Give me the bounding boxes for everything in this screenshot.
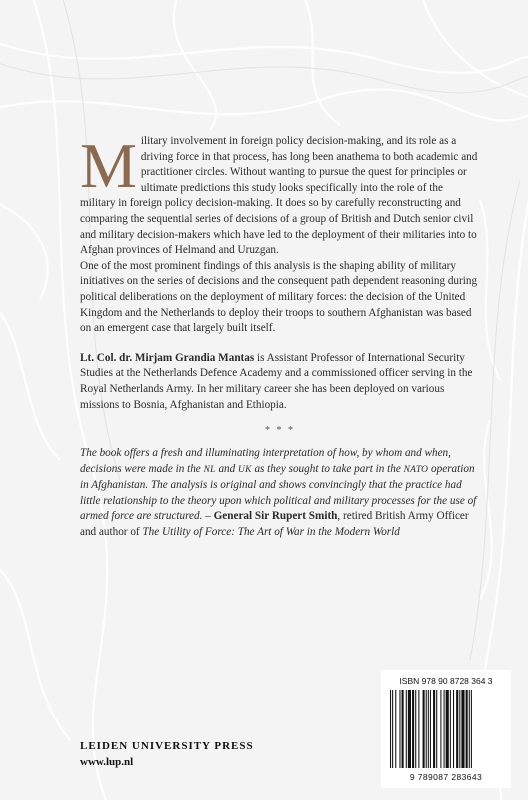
barcode-bar (430, 690, 431, 768)
drop-cap: M (80, 130, 137, 201)
author-bio (80, 351, 480, 413)
barcode-bar (426, 690, 427, 768)
barcode-bar (390, 690, 391, 768)
blurb-intro (80, 130, 480, 259)
author-name: Lt. Col. dr. Mirjam Grandia Mantas (80, 351, 255, 364)
barcode-bar (440, 690, 441, 768)
quote-part: The book offers a fresh and illuminating interpretation of how, by whom and when, decisions were made in the (80, 447, 451, 475)
blurb-intro-text: ilitary involvement in foreign policy decision-making, and its role as a driving force in that process, has long been anathema to both academic and practitioner circles. Without wanting to pursue the quest for principles or ultimate predictions this study looks specifically into the role of the military in foreign policy decision-making. It does so by carefully reconstructing and comparing the sequential series of decisions of a group of British and Dutch senior civil and military decision-makers which have led to the deployment of their militaries into to Afghan provinces of Helmand and Uruzgan. (80, 135, 478, 257)
barcode-bar (428, 690, 429, 768)
quote-abbr-nato: NATO (403, 464, 429, 475)
barcode-bar (459, 690, 460, 768)
section-separator: * * * (265, 425, 295, 437)
quote-part: and (215, 462, 239, 475)
publisher-name: LEIDEN UNIVERSITY PRESS (80, 740, 254, 752)
publisher-url[interactable]: www.lup.nl (80, 756, 134, 768)
barcode-bar (471, 690, 472, 768)
barcode-bar (433, 690, 435, 768)
barcode-bar (436, 690, 437, 768)
quote-book-title: The Utility of Force: The Art of War in the Modern World (142, 526, 400, 539)
quote-abbr-nl: NL (203, 464, 216, 475)
barcode-bar (418, 690, 419, 768)
blurb-findings: One of the most prominent findings of this analysis is the shaping ability of military initiatives on the series of decisions and the consequent path dependent reasoning during political deliberations on the deployment of military forces: the decision of the United Kingdom and the Netherlands to deploy their troops to southern Afghanistan was based on an emergent case that largely built itself. (80, 259, 478, 335)
barcode-bars (389, 690, 505, 768)
quote-attribution: General Sir Rupert Smith (213, 510, 338, 523)
isbn-label: ISBN 978 90 8728 364 3 (399, 676, 493, 686)
barcode-bar (408, 690, 411, 768)
barcode-bar (423, 690, 425, 768)
barcode-bar (392, 690, 393, 768)
quote-abbr-uk: UK (238, 464, 252, 475)
barcode-bar (406, 690, 407, 768)
quote-part: operation in Afghanistan. The analysis is original and shows convincingly that the practice had little relationship to the theory upon which political and military processes for the use of armed force are structured. (80, 462, 477, 523)
barcode-bar (456, 690, 458, 768)
barcode-bar (453, 690, 454, 768)
quote-dash: – (202, 510, 214, 523)
quote-part: as they sought to take part in the (251, 462, 404, 475)
barcode-bar (399, 690, 400, 768)
barcode-bar (466, 690, 468, 768)
barcode-bar (461, 690, 464, 768)
barcode-bar (402, 690, 404, 768)
isbn-barcode (381, 670, 511, 788)
barcode-bar (446, 690, 449, 768)
barcode-bar (450, 690, 451, 768)
author-bio-text: is Assistant Professor of International Security Studies at the Netherlands Defence Academy and a commissioned officer serving in the Royal Netherlands Army. In her military career she has been deployed on various missions to Bosnia, Afghanistan and Ethiopia. (80, 351, 473, 411)
barcode-bar (469, 690, 470, 768)
barcode-bar (444, 690, 445, 768)
quote-attribution-rest: , retired British Army Officer and author of (80, 510, 469, 539)
endorsement-quote (80, 446, 480, 541)
back-cover-text (80, 130, 480, 541)
barcode-bar (395, 690, 396, 768)
barcode-bar (412, 690, 414, 768)
barcode-bar (415, 690, 416, 768)
barcode-digits: 9 789087 283643 (409, 772, 483, 782)
